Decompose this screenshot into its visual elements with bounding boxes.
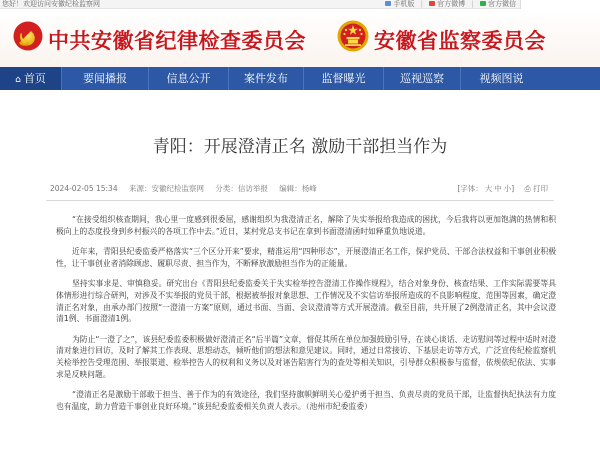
nav-item-more[interactable] — [542, 67, 600, 90]
article-source: 来源：安徽纪检监察网 — [128, 184, 204, 193]
page-title: 青阳：开展澄清正名 激励干部担当作为 — [152, 137, 448, 157]
wechat-icon — [480, 1, 486, 6]
top-bar — [0, 0, 600, 9]
article-body — [56, 214, 556, 421]
nav-item-inspection[interactable]: 巡视巡察 — [384, 67, 461, 90]
search-input[interactable] — [520, 0, 600, 9]
main-nav — [0, 67, 600, 90]
publish-date: 2024-02-05 15:34 — [50, 184, 118, 193]
party-emblem-icon — [13, 21, 43, 51]
article-editor: 编辑：杨峰 — [279, 184, 317, 193]
nav-item-disclosure[interactable]: 信息公开 — [149, 67, 229, 90]
divider: | — [471, 0, 474, 8]
article-tools — [457, 183, 548, 194]
paragraph: 坚持实事求是、审慎稳妥。研究出台《青阳县纪委监委关于失实检举控告澄清工作操作规程》，结合对象身份、核查结果、工作实际需要等具体情形进行综合研判，对涉及不实举报的党员干部，根据被举报对象思想、工作情况及不实信访举报所造成的不良影响程度、范围等因素，确定澄清正名对象，由承办部门按照“一澄清一方案”原则，通过书面、当面、会议澄清等方式开展澄清。截至目前，共开展了2例澄清正名，其中会议澄清1例、书面澄清1例。 — [56, 278, 556, 324]
article-meta — [50, 183, 326, 194]
nav-item-home[interactable]: ⌂ 首页 — [0, 67, 62, 90]
paragraph: “在接受组织核查期间，我心里一度感到很委屈，感谢组织为我澄清正名，解除了失实举报给我造成的困扰，今后我将以更加饱满的热情和积极向上的态度投身到乡村振兴的各项工作中去。”近日，某村党总支书记在拿到书面澄清函时如释重负地说道。 — [56, 215, 556, 236]
paragraph: 近年来，青阳县纪委监委严格落实“三个区分开来”要求，精准运用“四种形态”，开展澄清正名工作，保护党员、干部合法权益和干事创业积极性，让干事创业者消除顾虑、履职尽责、担当作为，不断释放激励担当作为的正能量。 — [56, 246, 556, 268]
nav-item-video[interactable]: 视频图说 — [479, 72, 524, 85]
font-medium-button[interactable]: 中 — [494, 184, 502, 193]
font-large-button[interactable]: 大 — [484, 184, 493, 193]
nav-item-news[interactable]: 要闻播报 — [62, 67, 149, 90]
font-size-control: [字体： 大 中 小] — [457, 184, 515, 193]
weibo-link[interactable]: 官方微博 — [429, 0, 465, 8]
printer-icon: ⎙ — [524, 184, 531, 193]
paragraph: “澄清正名是激励干部敢于担当、善于作为的有效途径，我们坚持旗帜鲜明关心爱护勇于担当、负责尽责的党员干部，让监督执纪执法有力度也有温度，助力营造干事创业良好环境。”该县纪委监委相关负责人表示。（池州市纪委监委） — [56, 390, 556, 411]
weibo-icon — [429, 1, 435, 6]
commission-title: 中共安徽省纪律检查委员会 — [48, 28, 306, 53]
mobile-link[interactable]: 手机版 — [385, 0, 414, 8]
print-button[interactable]: ⎙ 打印 — [524, 184, 548, 193]
welcome-text: 您好！欢迎访问安徽纪检监察网 — [2, 0, 100, 8]
supervision-title: 安徽省监察委员会 — [374, 28, 546, 53]
divider: | — [420, 0, 423, 8]
top-links — [381, 0, 516, 9]
divider — [46, 200, 554, 201]
national-emblem-icon — [337, 20, 369, 52]
home-icon: ⌂ — [15, 75, 21, 85]
phone-icon — [385, 1, 391, 6]
nav-item-exposure[interactable]: 监督曝光 — [304, 67, 384, 90]
font-small-button[interactable]: 小 — [503, 184, 512, 193]
paragraph: 为防止“一澄了之”，该县纪委监委积极做好澄清正名“后半篇”文章，督促其所在单位加强鼓励引导，在谈心谈话、走访慰问等过程中适时对澄清对象进行回访，及时了解其工作表现、思想动态，倾听他们的想法和意见建议。同时，通过日常接访、下基层走访等方式，广泛宣传纪检监察机关检举控告受理范围、举报渠道、检举控告人的权利和义务以及对诬告陷害行为的查处等相关知识，引导群众积极参与监督，依规依纪依法、实事求是反映问题。 — [56, 334, 556, 379]
wechat-link[interactable]: 官方微信 — [480, 0, 516, 8]
article-category: 分类：信访举报 — [215, 184, 268, 193]
nav-item-cases[interactable]: 案件发布 — [229, 67, 304, 90]
site-header — [0, 9, 600, 67]
